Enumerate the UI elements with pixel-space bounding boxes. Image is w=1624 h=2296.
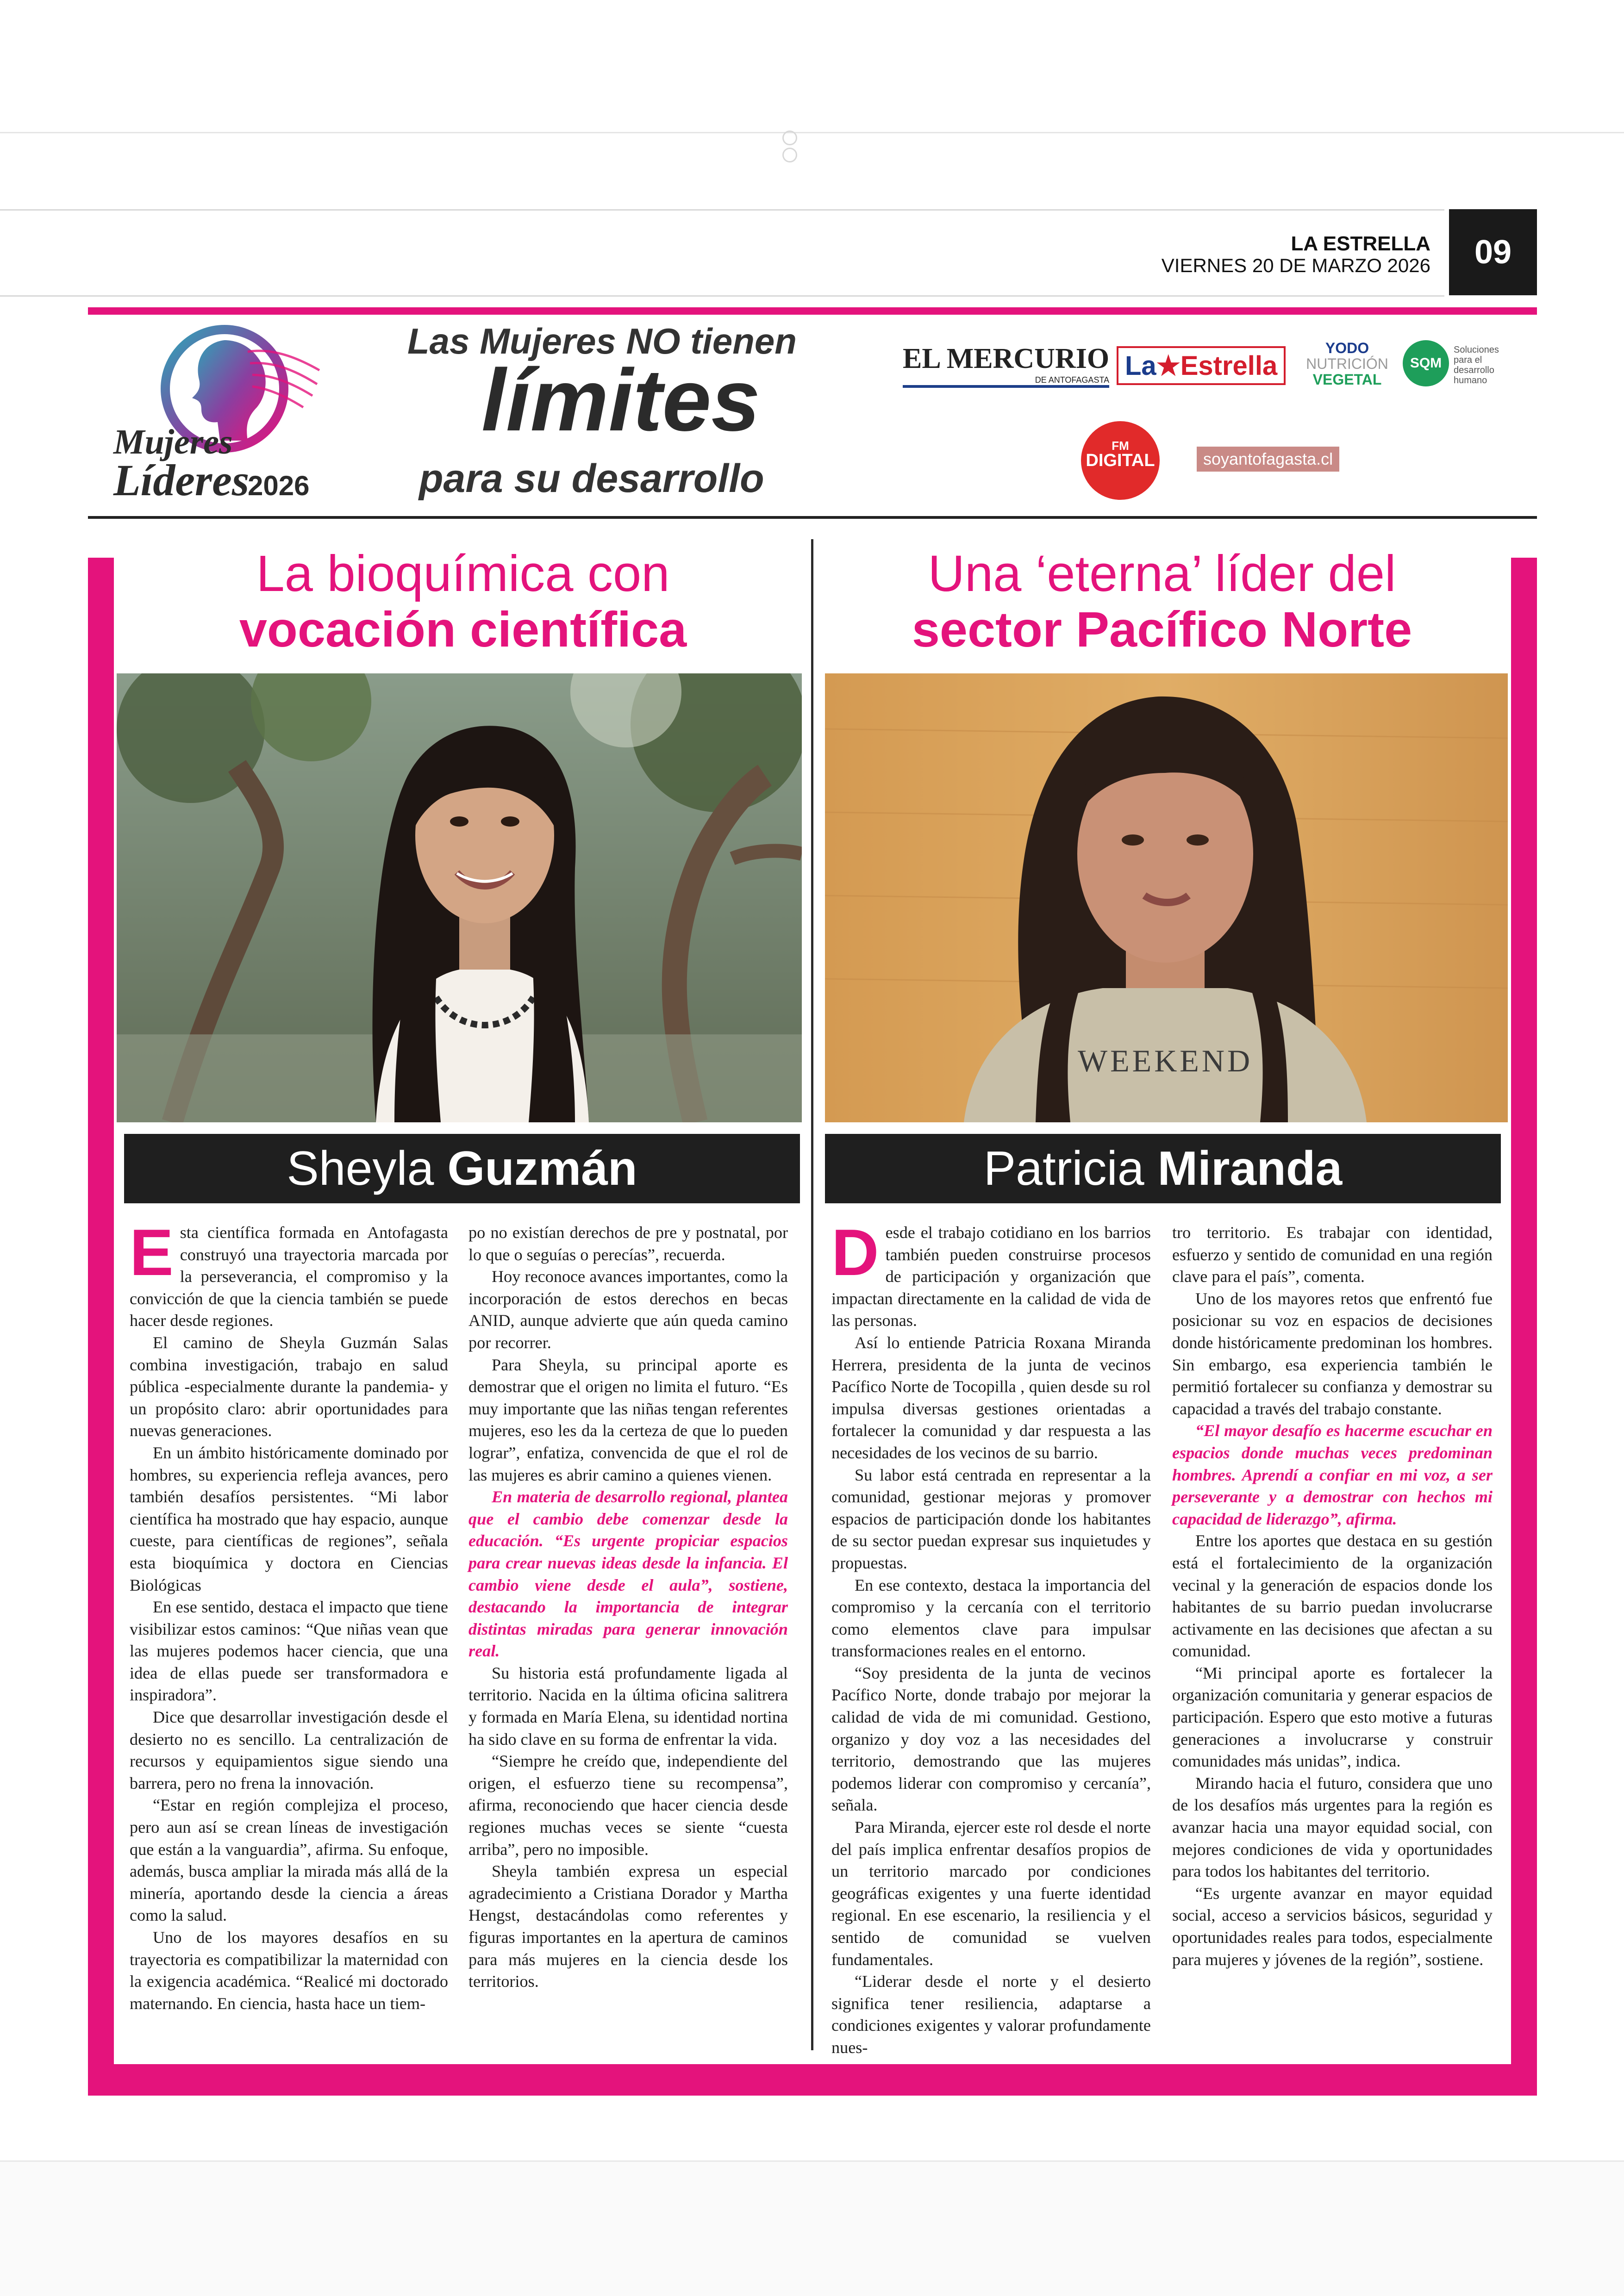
- right-portrait-photo: [825, 673, 1508, 1122]
- right-name-bar: [825, 1134, 1501, 1203]
- sponsor-sqm-text: Soluciones para el desarrollo humano: [1454, 345, 1499, 386]
- logo-line1: Mujeres: [113, 423, 233, 461]
- right-c2-p3: “Mi principal aporte es fortalecer la organización comunitaria y generar espacios de participación. Espero que esto motive a futuras generaciones a involucrarse y construir comunidades más unidas”, indica.: [1172, 1663, 1493, 1771]
- sponsor-la-estrella-prefix: La: [1125, 351, 1156, 381]
- header-rule-top: [0, 209, 1444, 211]
- mujeres-lideres-logo: [109, 319, 331, 509]
- left-c2-p0: po no existían derechos de pre y postnatal, por lo que o seguías o perecías”, recuerda.: [468, 1223, 788, 1264]
- right-c2-p0: tro territorio. Es trabajar con identidad, esfuerzo y sentido de comunidad en una región clave para el país”, comenta.: [1172, 1223, 1493, 1286]
- left-headline-bold: vocación científica: [239, 601, 687, 657]
- frame-right-bar: [1511, 558, 1537, 2070]
- left-column-1: [130, 1216, 448, 2015]
- tagline-line2: límites: [481, 351, 760, 449]
- right-pull-quote: “El mayor desafío es hacerme escuchar en espacios donde muchas veces predominan hombres. Aprendí a confiar en mi voz, a ser perseverante y a demostrar con hechos mi capacidad de liderazgo”, afirma.: [1172, 1421, 1493, 1528]
- sponsor-la-estrella-name: Estrella: [1180, 351, 1278, 381]
- top-margin: [0, 0, 1624, 133]
- sponsor-digital-fm: [1081, 421, 1160, 500]
- sponsor-yodo: [1301, 340, 1393, 387]
- left-c2-p3: Su historia está profundamente ligada al territorio. Nacida en la última oficina salitrera y formada en María Elena, su identidad nortina ha sido clave en su forma de enfrentar la vida.: [468, 1663, 788, 1748]
- sponsor-soyantofagasta: soyantofagasta.cl: [1197, 447, 1339, 472]
- star-icon: ★: [1156, 351, 1181, 381]
- right-c1-p5: Para Miranda, ejercer este rol desde el norte del país implica enfrentar desafíos propios de un territorio marcado por condiciones geográficas exigentes y una fuerte identidad regional. En ese escenario, la resiliencia y el sentido de comunidad se vuelven fundamentales.: [831, 1818, 1151, 1969]
- left-c1-p3: En ese sentido, destaca el impacto que tiene visibilizar estos caminos: “Que niñas vean que las mujeres podemos hacer ciencia, que una idea de ellas puede ser transformadora e inspiradora”.: [130, 1598, 448, 1705]
- right-c2-p4: Mirando hacia el futuro, considera que uno de los desafíos más urgentes para la región es avanzar hacia una mayor equidad social, con mejores condiciones de vida y oportunidades para todos los habitantes del territorio.: [1172, 1773, 1493, 1881]
- logo-year: 2026: [248, 470, 310, 501]
- left-c2-p5: Sheyla también expresa un especial agradecimiento a Cristiana Dorador y Martha Hengst, destacándolas como referentes y figuras importantes en la apertura de caminos para más mujeres en la ciencia desde los territorios.: [468, 1862, 788, 1991]
- right-c1-p4: “Soy presidenta de la junta de vecinos Pacífico Norte, donde trabajo por mejorar la calidad de vida de mi comunidad. Gestiono, organizo y doy voz a las necesidades del territorio, demostrando que las mujeres podemos liderar con compromiso y cercanía”, señala.: [831, 1663, 1151, 1815]
- left-name-first: Sheyla: [287, 1142, 434, 1195]
- column-divider: [811, 539, 813, 2050]
- page-number: 09: [1449, 209, 1537, 295]
- left-c2-p1: Hoy reconoce avances importantes, como la incorporación de estos derechos en becas ANID, aunque advierte que aún queda camino por recorrer.: [468, 1267, 788, 1352]
- sponsor-sqm: SQM: [1403, 340, 1449, 386]
- sponsor-digital-name: DIGITAL: [1086, 451, 1155, 470]
- sponsor-yodo-line1: YODO: [1325, 340, 1369, 356]
- logo-line2: Líderes: [113, 455, 250, 505]
- portrait-photo-young-woman-icon: [117, 673, 802, 1122]
- left-headline-light: La bioquímica con: [256, 545, 670, 602]
- right-c2-p2: Entre los aportes que destaca en su gestión está el fortalecimiento de la organización vecinal y la generación de espacios donde los habitantes de su barrio puedan involucrarse activamente en las decisiones que afectan a su comunidad.: [1172, 1531, 1493, 1661]
- tagline-line3: para su desarrollo: [419, 456, 764, 501]
- right-c2-p5: “Es urgente avanzar en mayor equidad social, acceso a servicios básicos, seguridad y oportunidades reales para todos, especialmente para mujeres y jóvenes de la región”, sostiene.: [1172, 1884, 1493, 1969]
- left-c2-p4: “Siempre he creído que, independiente del origen, el esfuerzo tiene su recompensa”, afirma, reconociendo que hacer ciencia desde regiones muchas veces se siente “cuesta arriba”, pero no imposible.: [468, 1752, 788, 1859]
- left-dropcap: E: [130, 1216, 174, 1289]
- right-c1-p6: “Liderar desde el norte y el desierto significa tener resiliencia, adaptarse a condiciones exigentes y valorar profundamente nues-: [831, 1972, 1151, 2057]
- left-name-last: Guzmán: [447, 1142, 637, 1195]
- right-column-2: [1172, 1222, 1493, 1971]
- right-c1-p1: Así lo entiende Patricia Roxana Miranda Herrera, presidenta de la junta de vecinos Pacífico Norte de Tocopilla , quien desde su rol impulsa diversas gestiones orientadas a fortalecer la comunidad y dar respuesta a las necesidades de los vecinos de su barrio.: [831, 1333, 1151, 1462]
- right-headline-bold: sector Pacífico Norte: [912, 601, 1412, 657]
- frame-bottom-bar: [88, 2064, 1537, 2096]
- left-c1-p4: Dice que desarrollar investigación desde el desierto no es sencillo. La centralización de recursos y equipamientos sigue siendo una barrera, pero no frena la innovación.: [130, 1708, 448, 1792]
- left-pull-quote: En materia de desarrollo regional, plantea que el cambio debe comenzar desde la educación. “Es urgente propiciar espacios para crear nuevas ideas desde la infancia. El cambio viene desde el aula”, sostiene, destacando la importancia de integrar distintas miradas para generar innovación real.: [468, 1487, 788, 1661]
- right-c1-p0: esde el trabajo cotidiano en los barrios también pueden construirse procesos de participación y organización que impactan directamente en la calidad de vida de las personas.: [831, 1223, 1151, 1330]
- left-c1-p2: En un ámbito históricamente dominado por hombres, su experiencia refleja avances, pero también desafíos persistentes. “Mi labor científica ha mostrado que hay espacio, aunque cueste, para científicas de regiones”, señala esta bioquímica y doctora en Ciencias Biológicas: [130, 1443, 448, 1594]
- frame-left-bar: [88, 558, 114, 2070]
- shirt-print: WEEKEND: [1077, 1043, 1253, 1078]
- portrait-photo-woman-icon: [825, 673, 1508, 1122]
- publication-name: LA ESTRELLA: [1291, 232, 1430, 255]
- right-dropcap: D: [831, 1216, 879, 1289]
- tagline-line1: Las Mujeres NO tienen: [407, 321, 797, 361]
- sponsor-el-mercurio: [903, 342, 1109, 388]
- left-c2-p2: Para Sheyla, su principal aporte es demostrar que el origen no limita el futuro. “Es muy importante que las niñas tengan referentes mujeres, eso les da la certeza de que lo pueden lograr”, enfatiza, convencida de que el rol de las mujeres es abrir camino a quienes vienen.: [468, 1355, 788, 1484]
- sponsor-digital-sub: FM: [1112, 439, 1129, 453]
- left-c1-p6: Uno de los mayores desafíos en su trayectoria es compatibilizar la maternidad con la exigencia académica. “Realicé mi doctorado maternando. En ciencia, hasta hace un tiem-: [130, 1928, 448, 2013]
- right-name-first: Patricia: [983, 1142, 1144, 1195]
- woman-profile-icon: [109, 319, 331, 509]
- left-name-bar: [124, 1134, 800, 1203]
- right-headline-light: Una ‘eterna’ líder del: [928, 545, 1396, 602]
- right-name-last: Miranda: [1157, 1142, 1343, 1195]
- right-c1-p2: Su labor está centrada en representar a la comunidad, gestionar mejoras y promover espacios de participación donde los habitantes de su sector puedan expresar sus inquietudes y propuestas.: [831, 1465, 1151, 1572]
- left-c1-p1: El camino de Sheyla Guzmán Salas combina investigación, trabajo en salud pública -especialmente durante la pandemia- y un propósito claro: abrir oportunidades para nuevas generaciones.: [130, 1333, 448, 1440]
- sponsor-yodo-line3: VEGETAL: [1312, 371, 1382, 388]
- bottom-margin: [0, 2160, 1624, 2296]
- header-rule-bottom: [0, 295, 1444, 297]
- left-column-2: [468, 1222, 788, 1993]
- sponsor-yodo-line2: NUTRICIÓN: [1306, 355, 1388, 372]
- left-c1-p5: “Estar en región complejiza el proceso, pero aun así se crean líneas de investigación que están a la vanguardia”, afirma. Su enfoque, además, busca ampliar la mirada más allá de la minería, aportando desde la ciencia a áreas como la salud.: [130, 1796, 448, 1925]
- left-portrait-photo: [117, 673, 802, 1122]
- right-c2-p1: Uno de los mayores retos que enfrentó fue posicionar su voz en espacios de decisiones donde históricamente predominan los hombres. Sin embargo, esa experiencia también le permitió fortalecer su confianza y demostrar su capacidad a través del trabajo constante.: [1172, 1289, 1493, 1418]
- right-c1-p3: En ese contexto, destaca la importancia del compromiso y la cercanía con el territorio como elementos clave para impulsar transformaciones reales en el entorno.: [831, 1575, 1151, 1661]
- publication-date: VIERNES 20 DE MARZO 2026: [1161, 255, 1430, 276]
- right-column-1: [831, 1216, 1151, 2059]
- left-c1-p0: sta científica formada en Antofagasta construyó una trayectoria marcada por la perseverancia, el compromiso y la convicción de que la ciencia también se puede hacer desde regiones.: [130, 1223, 448, 1330]
- sponsor-el-mercurio-sub: DE ANTOFAGASTA: [1035, 375, 1110, 385]
- banner-rule: [88, 516, 1537, 519]
- sponsor-la-estrella: [1117, 346, 1286, 385]
- banner-accent-bar: [88, 307, 1537, 315]
- sponsor-el-mercurio-name: EL MERCURIO: [903, 343, 1110, 374]
- scanner-marks: [782, 131, 815, 145]
